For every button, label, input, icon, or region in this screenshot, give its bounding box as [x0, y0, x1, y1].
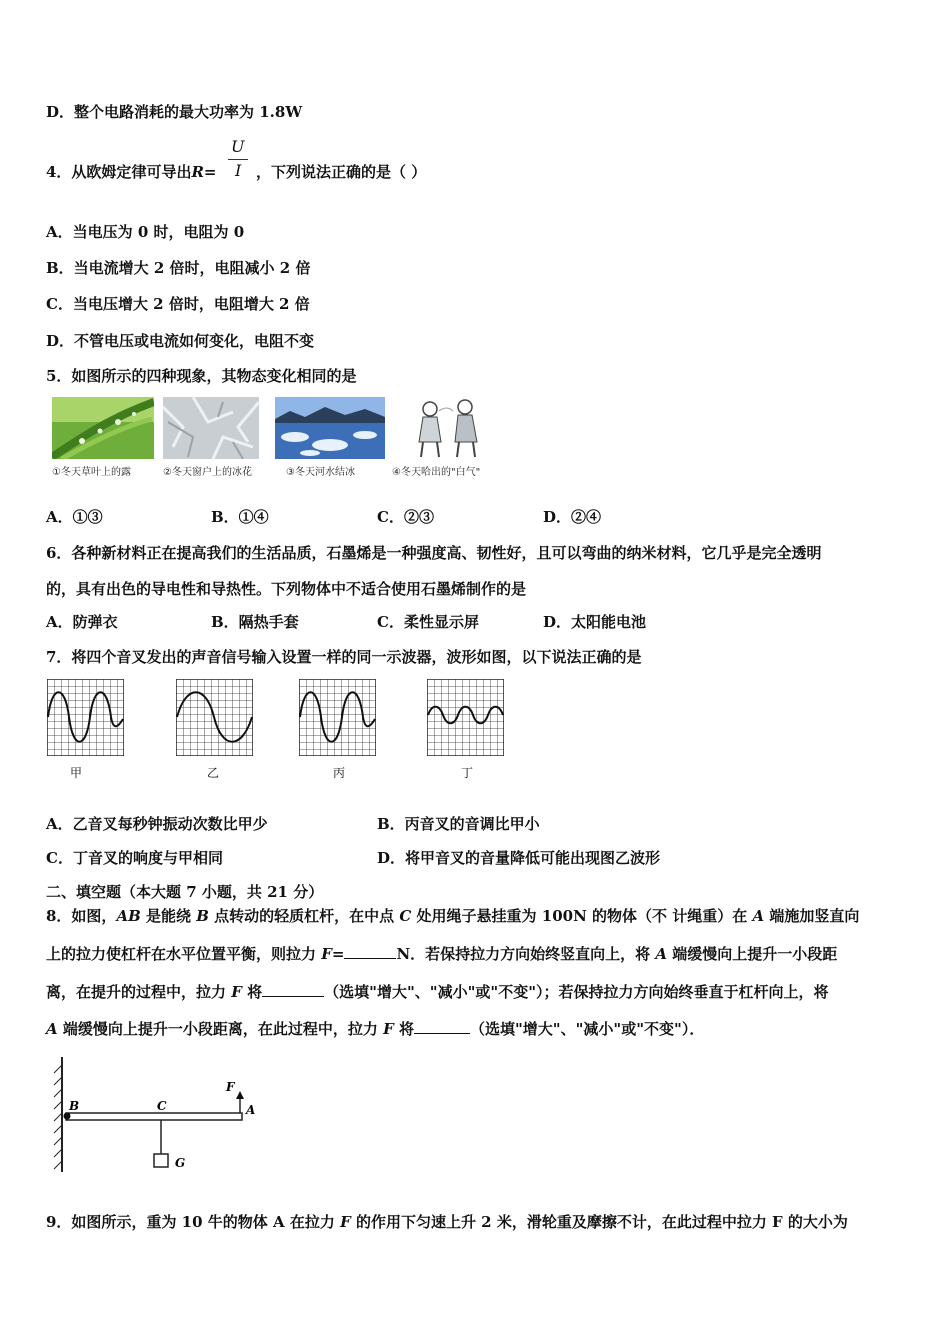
q4-fraction-bar — [228, 159, 248, 160]
q4-stem — [46, 162, 217, 182]
q7-option-d: D．将甲音叉的音量降低可能出现图乙波形 — [377, 849, 661, 867]
q5-option-a: A．①③ — [46, 508, 103, 526]
q4-option-d: D．不管电压或电流如何变化，电阻不变 — [46, 332, 315, 350]
waveform-label-yi: 乙 — [207, 766, 220, 780]
q9-a: 9．如图所示，重为 10 牛的物体 A 在拉力 — [46, 1213, 341, 1231]
q9-b: 的作用下匀速上升 2 米，滑轮重及摩擦不计，在此过程中拉力 F 的大小为 — [350, 1213, 848, 1231]
q8-l4-F: F — [383, 1020, 394, 1038]
waveform-yi — [176, 679, 253, 756]
q4-option-c: C．当电压增大 2 倍时，电阻增大 2 倍 — [46, 295, 310, 313]
q8-l4-a: 端缓慢向上提升一小段距离，在此过程中，拉力 — [57, 1020, 384, 1038]
q7-option-c: C．丁音叉的响度与甲相同 — [46, 849, 223, 867]
waveform-label-ding: 丁 — [461, 766, 474, 780]
q5-stem: 5．如图所示的四种现象，其物态变化相同的是 — [46, 367, 357, 385]
q8-blank-3[interactable] — [414, 1019, 470, 1034]
q4-denominator: I — [235, 161, 242, 180]
wall-hatching — [54, 1065, 62, 1169]
q8-l3-b: 将 — [241, 983, 263, 1001]
q8-l1-c: 点转动的轻质杠杆，在中点 — [208, 907, 400, 925]
q8-line4 — [46, 1019, 704, 1039]
pivot-point — [64, 1113, 71, 1120]
section-title: 二、填空题（本大题 7 小题，共 21 分） — [46, 883, 324, 901]
q9-F: F — [340, 1213, 351, 1231]
q6-stem-line2: 的，具有出色的导电性和导热性。下列物体中不适合使用石墨烯制作的是 — [46, 580, 527, 598]
q8-l2-a: 上的拉力使杠杆在水平位置平衡，则拉力 — [46, 945, 322, 963]
q8-l4-c: （选填"增大"、"减小"或"不变"）． — [469, 1020, 705, 1038]
frozen-river-image — [275, 397, 385, 459]
q7-option-b: B．丙音叉的音调比甲小 — [377, 815, 540, 833]
q4-option-b: B．当电流增大 2 倍时，电阻减小 2 倍 — [46, 259, 311, 277]
caption-4: ④冬天哈出的"白气" — [392, 467, 481, 478]
q7-stem: 7．将四个音叉发出的声音信号输入设置一样的同一示波器，波形如图，以下说法正确的是 — [46, 648, 642, 666]
q8-l2-b: N．若保持拉力方向始终竖直向上，将 — [396, 945, 656, 963]
q8-l1-ab: AB — [116, 907, 141, 925]
q8-line1 — [46, 906, 859, 926]
q8-l4-b: 将 — [393, 1020, 414, 1038]
q8-l1-e: 端施加竖直向 — [764, 907, 860, 925]
q8-l3-c: （选填"增大"、"减小"或"不变"）；若保持拉力方向始终垂直于杠杆向上，将 — [324, 983, 829, 1001]
q8-l2-c: 端缓慢向上提升一小段距 — [667, 945, 838, 963]
q8-line3 — [46, 982, 829, 1002]
q4-option-a: A．当电压为 0 时，电阻为 0 — [46, 223, 245, 241]
q4-numerator: U — [231, 137, 245, 156]
waveform-label-jia: 甲 — [70, 766, 83, 780]
waveform-ding — [427, 679, 504, 756]
q8-l2-F: F= — [321, 945, 345, 963]
q4-stem-prefix: 4．从欧姆定律可导出 — [46, 163, 192, 181]
dew-on-grass-image — [52, 397, 154, 459]
label-B: B — [69, 1099, 80, 1113]
q4-stem-suffix: ，下列说法正确的是（ ） — [256, 163, 427, 181]
q8-l4-A: A — [46, 1020, 58, 1038]
weight-block — [154, 1154, 168, 1167]
waveform-jia — [47, 679, 124, 756]
q8-l1-B: B — [196, 907, 209, 925]
q5-option-b: B．①④ — [211, 508, 269, 526]
force-arrowhead — [236, 1091, 244, 1099]
q8-l1-d: 处用绳子悬挂重为 100N 的物体（不 计绳重）在 — [411, 907, 753, 925]
q5-option-d: D．②④ — [543, 508, 602, 526]
caption-2: ②冬天窗户上的冰花 — [163, 467, 252, 478]
label-G: G — [175, 1156, 186, 1170]
q8-l2-A: A — [655, 945, 668, 963]
white-breath-image — [405, 397, 493, 459]
waveform-bing — [299, 679, 376, 756]
q8-l1-A: A — [752, 907, 765, 925]
waveform-label-bing: 丙 — [333, 766, 346, 780]
q4-r-variable: R= — [191, 163, 217, 181]
q8-line2 — [46, 944, 837, 964]
lever-bar — [66, 1113, 242, 1120]
q7-option-a: A．乙音叉每秒钟振动次数比甲少 — [46, 815, 268, 833]
q6-option-d: D．太阳能电池 — [543, 613, 647, 631]
q6-option-a: A．防弹衣 — [46, 613, 118, 631]
label-A: A — [246, 1103, 256, 1117]
q8-l1-a: 8．如图， — [46, 907, 117, 925]
q8-l1-b: 是能绕 — [140, 907, 197, 925]
caption-3: ③冬天河水结冰 — [286, 467, 355, 478]
q8-l3-F: F — [231, 983, 242, 1001]
q8-l3-a: 离，在提升的过程中，拉力 — [46, 983, 232, 1001]
label-F: F — [226, 1080, 235, 1094]
q6-option-c: C．柔性显示屏 — [377, 613, 479, 631]
q6-stem-line1: 6．各种新材料正在提高我们的生活品质，石墨烯是一种强度高、韧性好，且可以弯曲的纳米材料，它几乎是完全透明 — [46, 544, 822, 562]
q9-stem — [46, 1212, 848, 1232]
window-frost-image — [163, 397, 259, 459]
label-C: C — [157, 1099, 167, 1113]
q5-option-c: C．②③ — [377, 508, 434, 526]
lever-diagram — [52, 1057, 272, 1177]
q6-option-b: B．隔热手套 — [211, 613, 299, 631]
q3-option-d: D．整个电路消耗的最大功率为 1.8W — [46, 103, 303, 121]
q8-blank-1[interactable] — [344, 944, 396, 959]
caption-1: ①冬天草叶上的露 — [52, 467, 131, 478]
q8-blank-2[interactable] — [262, 982, 324, 997]
q8-l1-C: C — [399, 907, 412, 925]
